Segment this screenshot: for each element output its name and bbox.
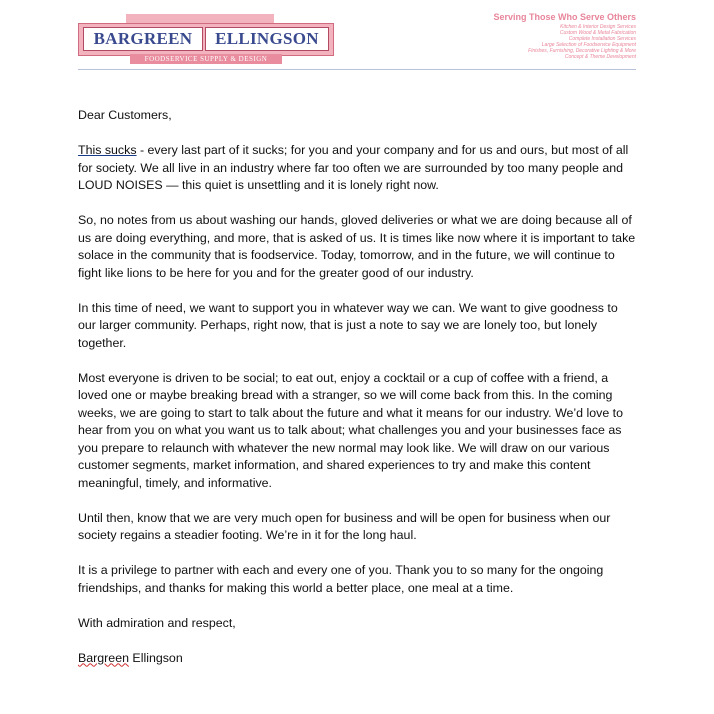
signature: [78, 650, 638, 668]
service-item: Concept & Theme Development: [564, 54, 636, 60]
letterhead-tagline: Serving Those Who Serve Others: [493, 12, 636, 22]
letter-body: [78, 107, 638, 685]
salutation: Dear Customers,: [78, 108, 172, 122]
services-list: [528, 24, 636, 60]
signature-last: Ellingson: [128, 650, 183, 665]
letterhead-divider: [78, 69, 636, 70]
service-item: Finishes, Furnishing, Decorative Lighting & More: [528, 48, 636, 54]
paragraph-2: So, no notes from us about washing our hands, gloved deliveries or what we are doing because all of us are doing everything, and more, that is asked of us. It is times like now where it is important to take solace in the community that is foodservice. Today, tomorrow, and in the future, we will continue to fight like lions to be here for you and for the greater good of our industry.: [78, 213, 636, 280]
closing: With admiration and respect,: [78, 615, 236, 630]
paragraph-1-text: - every last part of it sucks; for you and your company and for us and ours, but most of all for society. We all live in an industry where far too often we are surrounded by too many people and LOUD NOISES — this quiet is unsettling and it is lonely right now.: [78, 143, 629, 192]
paragraph-5: Until then, know that we are very much open for business and will be open for business when our society regains a steadier footing. We’re in it for the long haul.: [78, 510, 611, 542]
paragraph-1-lead: This sucks: [78, 143, 137, 157]
paragraph-4: Most everyone is driven to be social; to eat out, enjoy a cocktail or a cup of coffee with a friend, a loved one or maybe breaking bread with a stranger, so we will come back from this. In the coming weeks, we are going to start to talk about the future and what it means for our industry. We’d love to hear from you on what you want us to talk about; what challenges you and your businesses face as you prepare to relaunch with whatever the new normal may look like. We will draw on our various customer segments, market information, and shared experiences to try and make this content meaningful, timely, and informative.: [78, 370, 624, 490]
logo-word-bargreen: BARGREEN: [83, 27, 203, 51]
service-item: Complete Installation Services: [568, 36, 636, 42]
company-logo: [78, 14, 334, 64]
paragraph-3: In this time of need, we want to support you in whatever way we can. We want to give goodness to our larger community. Perhaps, right now, that is just a note to say we are lonely too, but lonely together.: [78, 300, 618, 350]
service-item: Large Selection of Foodservice Equipment: [541, 42, 636, 48]
service-item: Custom Wood & Metal Fabrication: [559, 30, 636, 36]
paragraph-1: [78, 142, 638, 195]
service-item: Kitchen & Interior Design Services: [560, 24, 636, 30]
logo-word-ellingson: ELLINGSON: [205, 27, 329, 51]
logo-subtitle: FOODSERVICE SUPPLY & DESIGN: [130, 54, 282, 64]
signature-first: Bargreen: [78, 650, 129, 665]
paragraph-6: It is a privilege to partner with each and every one of you. Thank you to so many for the ongoing friendships, and thanks for making this world a better place, one meal at a time.: [78, 563, 604, 595]
